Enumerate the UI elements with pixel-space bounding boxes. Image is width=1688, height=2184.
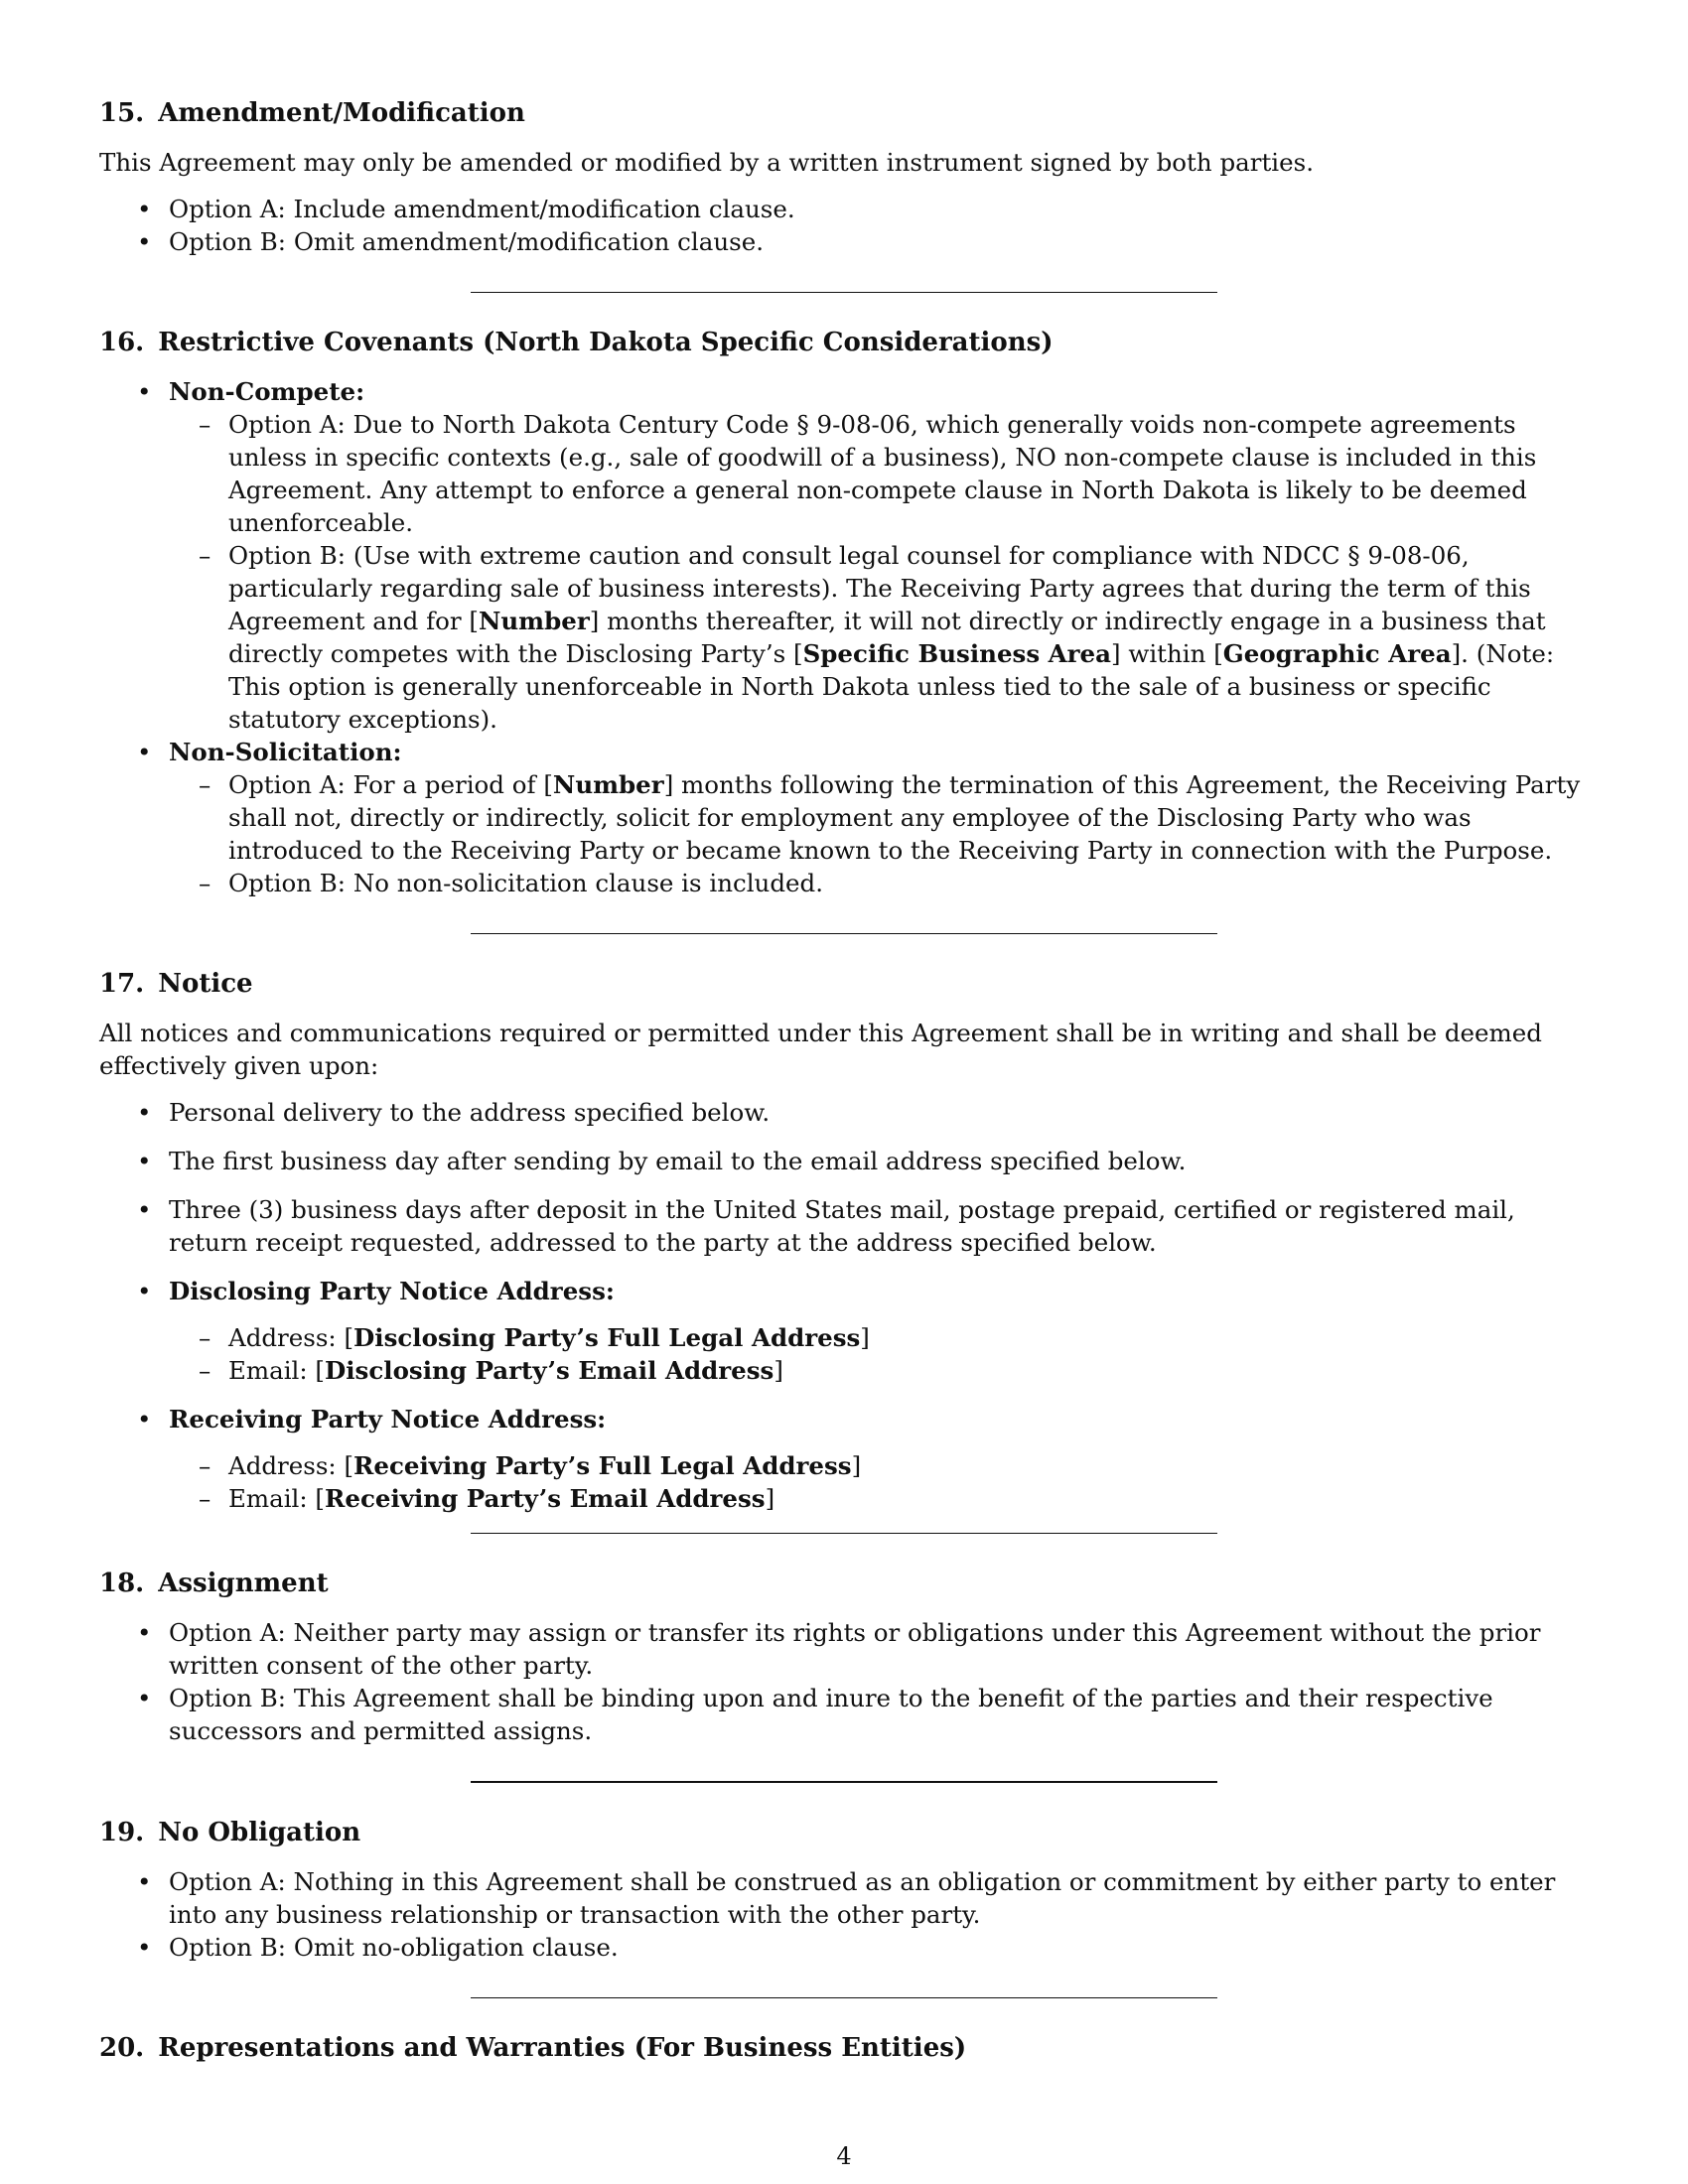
list-item-label: Disclosing Party Notice Address: [169,1277,615,1305]
section-divider [471,292,1217,293]
section-18 [99,1568,1589,1747]
placeholder-field: Receiving Party’s Email Address [325,1484,766,1513]
section-divider [471,1533,1217,1534]
section-divider [471,933,1217,934]
section-divider [471,1781,1217,1783]
list-item: • Option B: This Agreement shall be binding upon and inure to the benefit of the parties and their respective successors and permitted assigns. [99,1682,1589,1747]
section-15 [99,97,1589,258]
list-item: • Option B: Omit no-obligation clause. [99,1931,1589,1964]
notice-list [99,1096,1589,1515]
list-item: • The first business day after sending by email to the email address specified below. [99,1145,1589,1177]
sub-list-item: – Email: [Disclosing Party’s Email Address] [169,1354,1589,1387]
section-heading: 20. Representations and Warranties (For Business Entities) [99,2033,967,2063]
section-heading: 19. No Obligation [99,1818,361,1847]
list-item: • Option A: Include amendment/modification clause. [99,193,1589,225]
sub-list-item: – Address: [Disclosing Party’s Full Legal Address] [169,1321,1589,1354]
list-item-disclosing-address [99,1275,1589,1387]
list-item: • Option B: Omit amendment/modification clause. [99,225,1589,258]
sub-list-item: – Option B: No non-solicitation clause is included. [169,867,1589,899]
list-item: • Personal delivery to the address specified below. [99,1096,1589,1129]
list-item-receiving-address [99,1403,1589,1515]
section-heading: 16. Restrictive Covenants (North Dakota Specific Considerations) [99,328,1054,357]
sub-list-item: – Option B: (Use with extreme caution and consult legal counsel for compliance with NDCC § 9-08-06, particularly regarding sale of business interests). The Receiving Party agrees that during the term of this Agreement and for [Number] months thereafter, it will not directly or indirectly engage in a business that directly competes with the Disclosing Party’s [Specific Business Area] within [Geographic Area]. (Note: This option is generally unenforceable in North Dakota unless tied to the sale of a business or specific statutory exceptions). [169,539,1589,736]
section-heading: 18. Assignment [99,1569,329,1598]
placeholder-field: Number [552,770,664,799]
sub-option-list [169,768,1589,899]
section-19 [99,1817,1589,1964]
sub-option-list [169,408,1589,736]
list-item: • Three (3) business days after deposit in the United States mail, postage prepaid, certified or registered mail, return receipt requested, addressed to the party at the address specified below. [99,1193,1589,1259]
list-item-non-compete [99,375,1589,736]
sub-list [169,1321,1589,1387]
list-item-label: Non-Solicitation: [169,738,402,766]
list-item-label: Receiving Party Notice Address: [169,1405,607,1433]
sub-list-item: – Address: [Receiving Party’s Full Legal Address] [169,1449,1589,1482]
placeholder-field: Disclosing Party’s Full Legal Address [353,1323,861,1352]
sub-list [169,1449,1589,1515]
placeholder-field: Receiving Party’s Full Legal Address [353,1451,852,1480]
section-17 [99,968,1589,1515]
document-page [99,97,1589,2081]
section-heading: 15. Amendment/Modification [99,98,525,128]
list-item: • Option A: Nothing in this Agreement shall be construed as an obligation or commitment by either party to enter into any business relationship or transaction with the other party. [99,1865,1589,1931]
page-number: 4 [836,2142,852,2170]
placeholder-field: Geographic Area [1222,639,1452,668]
section-heading: 17. Notice [99,969,253,999]
sub-list-item: – Email: [Receiving Party’s Email Address] [169,1482,1589,1515]
list-item-non-solicitation [99,736,1589,899]
section-20 [99,2032,1589,2065]
section-paragraph: All notices and communications required or permitted under this Agreement shall be in writing and shall be deemed effectively given upon: [99,1019,1542,1080]
option-list [99,1865,1589,1964]
list-item-label: Non-Compete: [169,377,365,406]
list-item: • Option A: Neither party may assign or transfer its rights or obligations under this Agreement without the prior written consent of the other party. [99,1616,1589,1682]
sub-list-item: – Option A: Due to North Dakota Century Code § 9-08-06, which generally voids non-compete agreements unless in specific contexts (e.g., sale of goodwill of a business), NO non-compete clause is included in this Agreement. Any attempt to enforce a general non-compete clause in North Dakota is likely to be deemed unenforceable. [169,408,1589,539]
section-16 [99,327,1589,899]
placeholder-field: Specific Business Area [802,639,1112,668]
covenant-list [99,375,1589,899]
placeholder-field: Number [478,607,590,635]
option-list [99,193,1589,258]
option-list [99,1616,1589,1747]
sub-list-item: – Option A: For a period of [Number] months following the termination of this Agreement, the Receiving Party shall not, directly or indirectly, solicit for employment any employee of the Disclosing Party who was introduced to the Receiving Party or became known to the Receiving Party in connection with the Purpose. [169,768,1589,867]
section-paragraph: This Agreement may only be amended or modified by a written instrument signed by both parties. [99,148,1315,177]
placeholder-field: Disclosing Party’s Email Address [325,1356,774,1385]
section-divider [471,1997,1217,1998]
